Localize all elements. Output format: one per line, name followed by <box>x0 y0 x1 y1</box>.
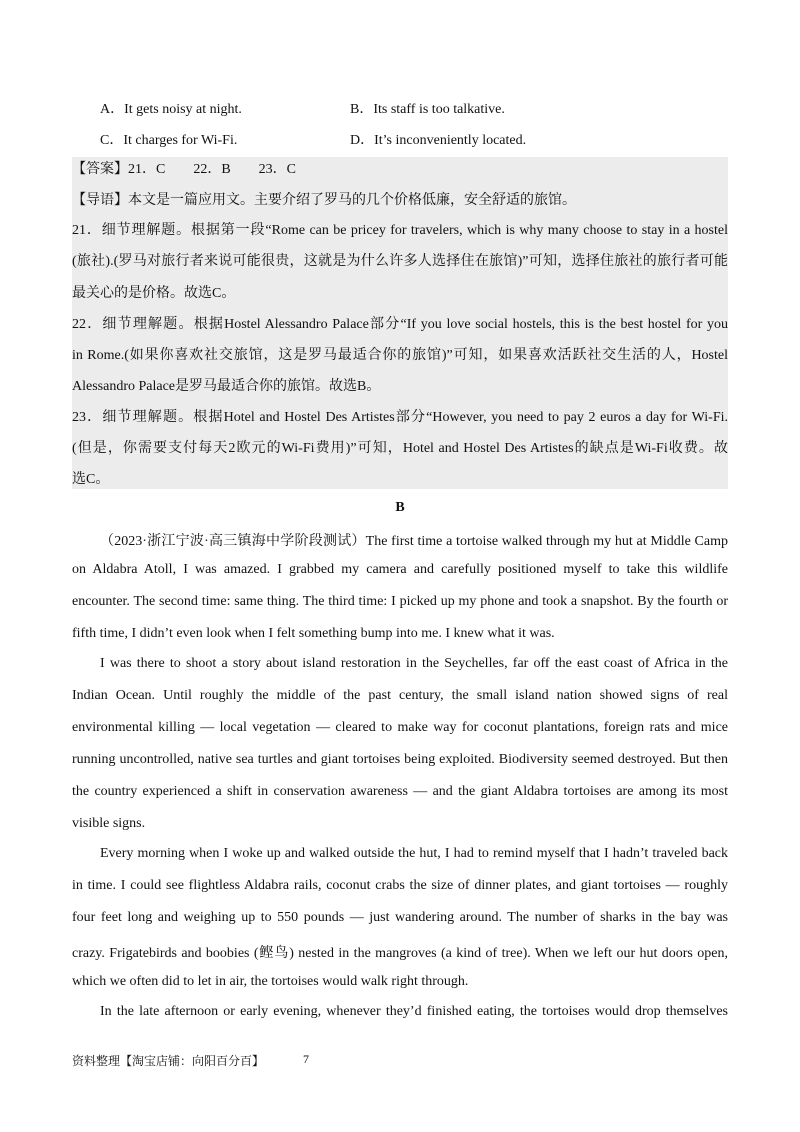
explanation-line: 22．细节理解题。根据Hostel Alessandro Palace部分“If you love social hostels, this is the best hostel for you <box>72 317 728 332</box>
explanation-line: 21．细节理解题。根据第一段“Rome can be pricey for travelers, which is why many choose to stay in a hostel <box>72 223 728 238</box>
passage-line: （2023·浙江宁波·高三镇海中学阶段测试）The first time a tortoise walked through my hut at Middle Camp <box>100 534 728 549</box>
passage-line: four feet long and weighing up to 550 pounds — just wandering around. The number of sharks in the bay was <box>72 910 728 925</box>
page-number: 7 <box>303 1052 309 1066</box>
passage-line: In the late afternoon or early evening, whenever they’d finished eating, the tortoises would drop themselves <box>100 1004 728 1019</box>
footer-source: 资料整理【淘宝店铺：向阳百分百】 <box>72 1054 265 1068</box>
passage-line: I was there to shoot a story about island restoration in the Seychelles, far off the east coast of Africa in the <box>100 656 728 671</box>
passage-line: fifth time, I didn’t even look when I felt something bump into me. I knew what it was. <box>72 626 555 641</box>
explanation-line: Alessandro Palace是罗马最适合你的旅馆。故选B。 <box>72 379 381 394</box>
explanation-line: (旅社).(罗马对旅行者来说可能很贵，这就是为什么许多人选择住在旅馆)”可知，选择住旅社的旅行者可能 <box>72 254 728 269</box>
option-c: C．It charges for Wi-Fi. <box>100 133 238 148</box>
passage-line: environmental killing — local vegetation — cleared to make way for coconut plantations, foreign rats and mice <box>72 720 728 735</box>
option-b: B．Its staff is too talkative. <box>350 102 505 117</box>
passage-line: which we often did to let in air, the tortoises would walk right through. <box>72 974 469 989</box>
explanation-line: 23．细节理解题。根据Hotel and Hostel Des Artistes部分“However, you need to pay 2 euros a day for Wi-Fi. <box>72 410 728 425</box>
explanation-line: (但是，你需要支付每天2欧元的Wi-Fi费用)”可知，Hotel and Hostel Des Artistes的缺点是Wi-Fi收费。故 <box>72 441 728 456</box>
passage-line: visible signs. <box>72 816 146 831</box>
passage-line: the country experienced a shift in conservation awareness — and the giant Aldabra tortoises are among its most <box>72 784 728 799</box>
option-d: D．It’s inconveniently located. <box>350 133 527 148</box>
option-a: A．It gets noisy at night. <box>100 102 242 117</box>
explanation-line: 最关心的是价格。故选C。 <box>72 286 236 301</box>
passage-line: Indian Ocean. Until roughly the middle of the past century, the small island nation showed signs of real <box>72 688 728 703</box>
section-title: B <box>395 500 405 515</box>
guide-text: 【导语】本文是一篇应用文。主要介绍了罗马的几个价格低廉，安全舒适的旅馆。 <box>72 193 576 208</box>
passage-line: on Aldabra Atoll, I was amazed. I grabbed my camera and carefully positioned myself to take this wildlife <box>72 562 728 577</box>
passage-line: Every morning when I woke up and walked outside the hut, I had to remind myself that I hadn’t traveled back <box>100 846 728 861</box>
explanation-line: in Rome.(如果你喜欢社交旅馆，这是罗马最适合你的旅馆)”可知，如果喜欢活跃社交生活的人，Hostel <box>72 348 728 363</box>
passage-line: running uncontrolled, native sea turtles and giant tortoises being exploited. Biodiversity seemed destroyed. But then <box>72 752 728 767</box>
answer-key: 【答案】21．C 22．B 23．C <box>72 162 297 177</box>
passage-line: in time. I could see flightless Aldabra rails, coconut crabs the size of dinner plates, and giant tortoises — roughly <box>72 878 728 893</box>
page-footer <box>72 1052 309 1069</box>
passage-line: crazy. Frigatebirds and boobies (鲣鸟) nested in the mangroves (a kind of tree). When we left our hut doors open, <box>72 946 728 961</box>
passage-line: encounter. The second time: same thing. The third time: I picked up my phone and took a snapshot. By the fourth or <box>72 594 728 609</box>
explanation-line: 选C。 <box>72 472 110 487</box>
